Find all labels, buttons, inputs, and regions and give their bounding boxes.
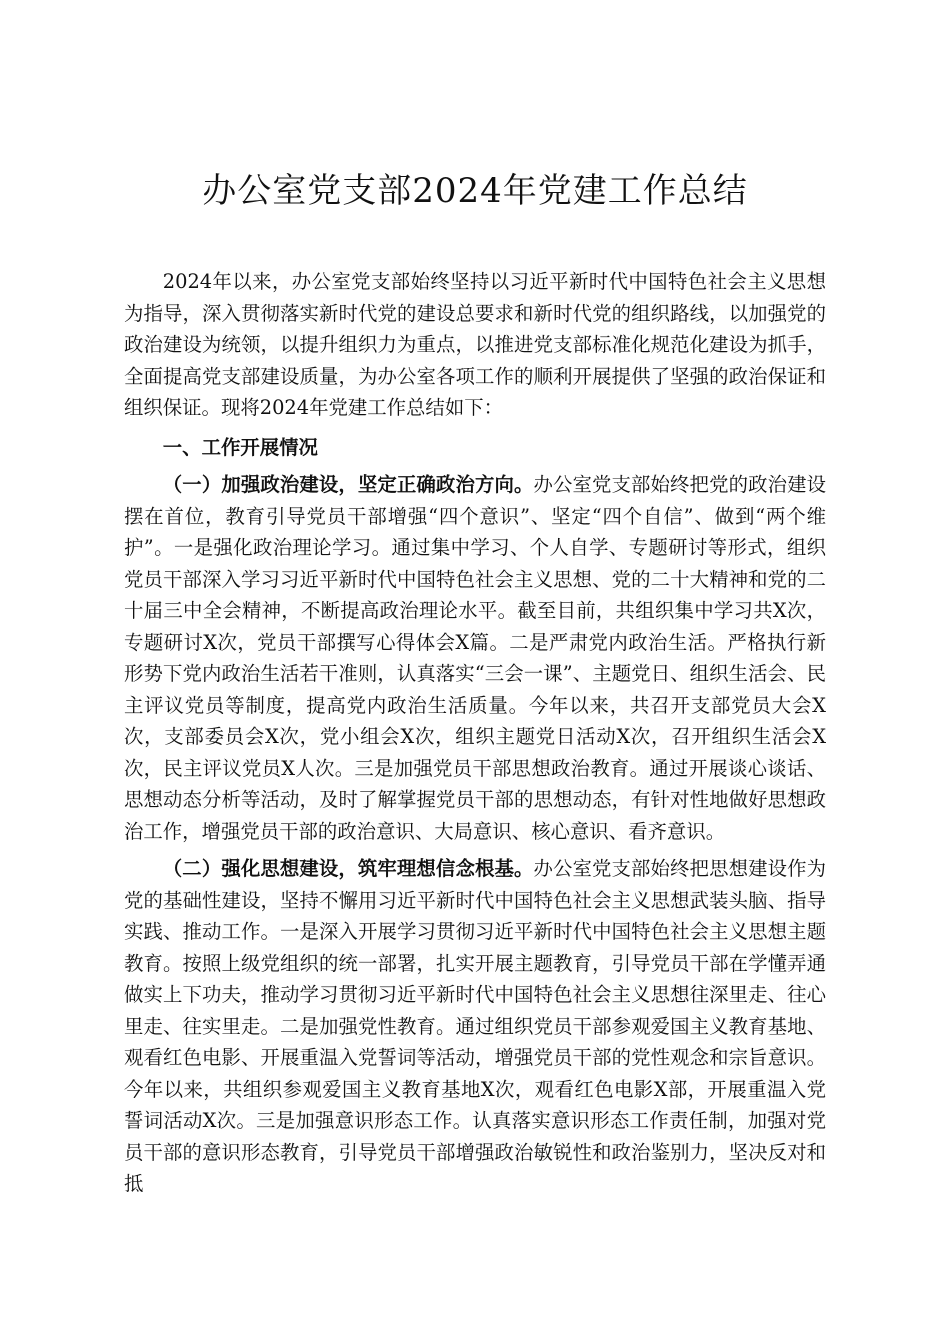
paragraph-ideological-construction [124,853,826,1200]
document-title: 办公室党支部2024年党建工作总结 [202,171,748,211]
paragraph-lead-ideological-construction: （二）强化思想建设，筑牢理想信念根基。 [162,857,534,880]
section-heading-work-progress: 一、工作开展情况 [162,435,318,459]
paragraph-political-construction [124,469,826,847]
paragraph-body-ideological-construction: 办公室党支部始终把思想建设作为党的基础性建设，坚持不懈用习近平新时代中国特色社会主义思想武装头脑、指导实践、推动工作。一是深入开展学习贯彻习近平新时代中国特色社会主义思想主题教育。按照上级党组织的统一部署，扎实开展主题教育，引导党员干部在学懂弄通做实上下功夫，推动学习贯彻习近平新时代中国特色社会主义思想往深里走、往心里走、往实里走。二是加强党性教育。通过组织党员干部参观爱国主义教育基地、观看红色电影、开展重温入党誓词等活动，增强党员干部的党性观念和宗旨意识。今年以来，共组织参观爱国主义教育基地X次，观看红色电影X部，开展重温入党誓词活动X次。三是加强意识形态工作。认真落实意识形态工作责任制，加强对党员干部的意识形态教育，引导党员干部增强政治敏锐性和政治鉴别力，坚决反对和抵 [124,857,827,1195]
paragraph-body-political-construction: 办公室党支部始终把党的政治建设摆在首位，教育引导党员干部增强“四个意识”、坚定“四个自信”、做到“两个维护”。一是强化政治理论学习。通过集中学习、个人自学、专题研讨等形式，组织党员干部深入学习习近平新时代中国特色社会主义思想、党的二十大精神和党的二十届三中全会精神，不断提高政治理论水平。截至目前，共组织集中学习共X次，专题研讨X次，党员干部撰写心得体会X篇。二是严肃党内政治生活。严格执行新形势下党内政治生活若干准则，认真落实“三会一课”、主题党日、组织生活会、民主评议党员等制度，提高党内政治生活质量。今年以来，共召开支部党员大会X次，支部委员会X次，党小组会X次，组织主题党日活动X次，召开组织生活会X次，民主评议党员X人次。三是加强党员干部思想政治教育。通过开展谈心谈话、思想动态分析等活动，及时了解掌握党员干部的思想动态，有针对性地做好思想政治工作，增强党员干部的政治意识、大局意识、核心意识、看齐意识。 [124,473,827,843]
paragraph-lead-political-construction: （一）加强政治建设，坚定正确政治方向。 [162,473,534,496]
intro-paragraph: 2024年以来，办公室党支部始终坚持以习近平新时代中国特色社会主义思想为指导，深入贯彻落实新时代党的建设总要求和新时代党的组织路线，以加强党的政治建设为统领，以提升组织力为重点，以推进党支部标准化规范化建设为抓手，全面提高党支部建设质量，为办公室各项工作的顺利开展提供了坚强的政治保证和组织保证。现将2024年党建工作总结如下： [124,270,826,419]
